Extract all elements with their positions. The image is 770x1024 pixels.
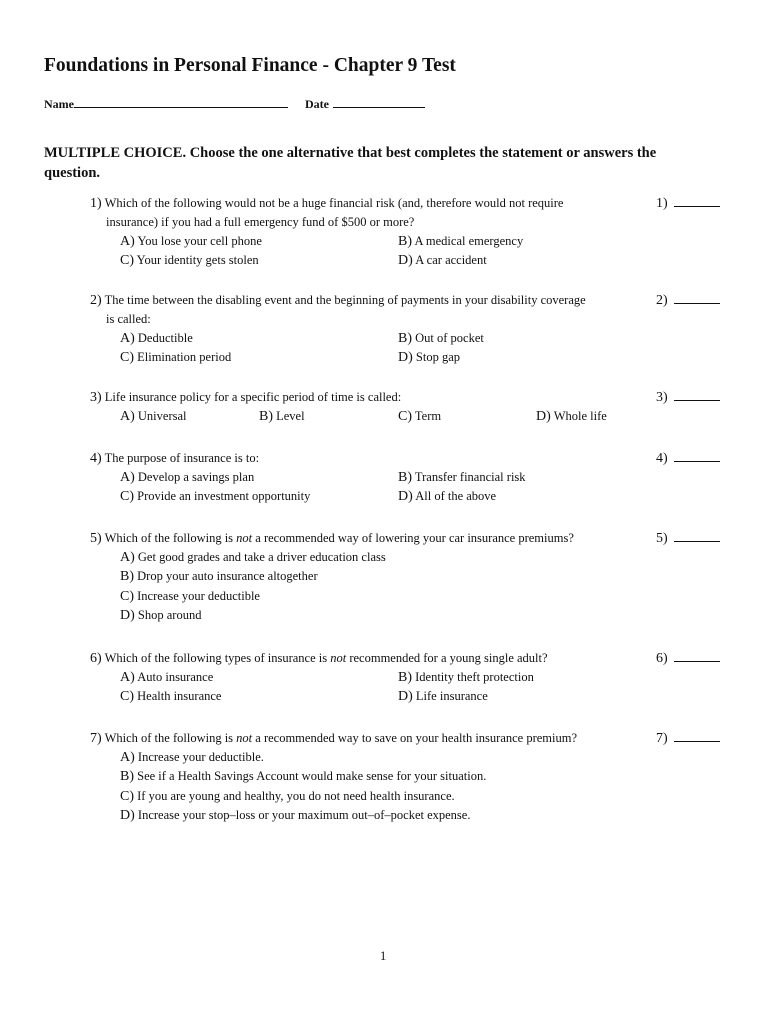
- option-b[interactable]: B) Drop your auto insurance altogether: [120, 569, 318, 584]
- question-6: [90, 649, 640, 708]
- option-b[interactable]: B) Level: [259, 409, 305, 424]
- option-a[interactable]: A) You lose your cell phone: [120, 234, 262, 249]
- question-3: [90, 388, 640, 427]
- stem-line-1: The purpose of insurance is to:: [104, 451, 260, 465]
- question-stem: 5) Which of the following is not a recommended way of lowering your car insurance premiums?: [90, 531, 574, 546]
- answer-slot-2: 2): [656, 291, 720, 309]
- option-d[interactable]: D) All of the above: [398, 489, 497, 504]
- option-b[interactable]: B) Out of pocket: [398, 331, 484, 346]
- section-instructions: MULTIPLE CHOICE. Choose the one alternative that best completes the statement or answers the question.: [44, 145, 657, 181]
- date-field: [305, 96, 425, 112]
- option-d[interactable]: D) Life insurance: [398, 689, 488, 704]
- option-b[interactable]: B) Identity theft protection: [398, 670, 534, 685]
- option-a[interactable]: A) Auto insurance: [120, 670, 214, 685]
- option-d[interactable]: D) Increase your stop–loss or your maximum out–of–pocket expense.: [120, 808, 471, 823]
- option-c[interactable]: C) Increase your deductible: [120, 589, 260, 604]
- question-number: 7): [90, 731, 102, 746]
- option-b[interactable]: B) See if a Health Savings Account would make sense for your situation.: [120, 769, 487, 784]
- option-a[interactable]: A) Develop a savings plan: [120, 470, 255, 485]
- option-c[interactable]: C) Provide an investment opportunity: [120, 489, 311, 504]
- page-number: 1: [380, 949, 387, 963]
- option-d[interactable]: D) Shop around: [120, 608, 202, 623]
- option-d[interactable]: D) A car accident: [398, 253, 487, 268]
- page-title: Foundations in Personal Finance - Chapter 9 Test: [44, 55, 456, 76]
- question-stem: [90, 291, 640, 329]
- answer-slot-1: 1): [656, 194, 720, 212]
- question-1: [90, 194, 640, 272]
- option-d[interactable]: D) Stop gap: [398, 350, 461, 365]
- question-number: 1): [90, 196, 102, 211]
- answer-blank[interactable]: [674, 388, 720, 401]
- answer-blank[interactable]: [674, 529, 720, 542]
- option-a[interactable]: A) Get good grades and take a driver education class: [120, 550, 386, 565]
- name-field: [44, 96, 288, 112]
- answer-slot-3: 3): [656, 388, 720, 406]
- question-number: 6): [90, 651, 102, 666]
- answer-blank[interactable]: [674, 729, 720, 742]
- answer-blank[interactable]: [674, 449, 720, 462]
- question-2: [90, 291, 640, 369]
- option-a[interactable]: A) Increase your deductible.: [120, 750, 264, 765]
- emphasis-not: not: [236, 731, 253, 745]
- answer-blank[interactable]: [674, 194, 720, 207]
- emphasis-not: not: [236, 531, 253, 545]
- question-number: 4): [90, 451, 102, 466]
- question-number: 3): [90, 390, 102, 405]
- option-a[interactable]: A) Universal: [120, 409, 187, 424]
- option-c[interactable]: C) Term: [398, 409, 442, 424]
- question-stem: [90, 388, 640, 407]
- question-stem: 7) Which of the following is not a recommended way to save on your health insurance premium?: [90, 731, 578, 746]
- question-5: [90, 529, 640, 628]
- stem-line-1: The time between the disabling event and the beginning of payments in your disability coverage: [104, 293, 586, 307]
- answer-slot-5: 5): [656, 529, 720, 547]
- stem-line-1: Life insurance policy for a specific period of time is called:: [104, 390, 402, 404]
- question-7: [90, 729, 640, 828]
- question-number: 2): [90, 293, 102, 308]
- emphasis-not: not: [330, 651, 347, 665]
- answer-blank[interactable]: [674, 649, 720, 662]
- answer-slot-6: 6): [656, 649, 720, 667]
- answer-slot-7: 7): [656, 729, 720, 747]
- stem-line-2: is called:: [106, 312, 151, 326]
- stem-line-2: insurance) if you had a full emergency fund of $500 or more?: [106, 215, 415, 229]
- question-stem: 6) Which of the following types of insurance is not recommended for a young single adult?: [90, 651, 548, 666]
- question-number: 5): [90, 531, 102, 546]
- option-c[interactable]: C) If you are young and healthy, you do not need health insurance.: [120, 789, 455, 804]
- option-b[interactable]: B) Transfer financial risk: [398, 470, 526, 485]
- date-blank[interactable]: [333, 96, 425, 108]
- question-4: [90, 449, 640, 508]
- stem-line-1: Which of the following would not be a huge financial risk (and, therefore would not require: [104, 196, 564, 210]
- answer-slot-4: 4): [656, 449, 720, 467]
- option-d[interactable]: D) Whole life: [536, 409, 607, 424]
- option-a[interactable]: A) Deductible: [120, 331, 193, 346]
- date-label: Date: [305, 97, 329, 111]
- name-label: Name: [44, 97, 74, 111]
- answer-blank[interactable]: [674, 291, 720, 304]
- name-blank[interactable]: [74, 96, 288, 108]
- option-c[interactable]: C) Health insurance: [120, 689, 222, 704]
- option-b[interactable]: B) A medical emergency: [398, 234, 524, 249]
- question-stem: [90, 194, 640, 232]
- question-stem: [90, 449, 640, 468]
- option-c[interactable]: C) Your identity gets stolen: [120, 253, 259, 268]
- option-c[interactable]: C) Elimination period: [120, 350, 232, 365]
